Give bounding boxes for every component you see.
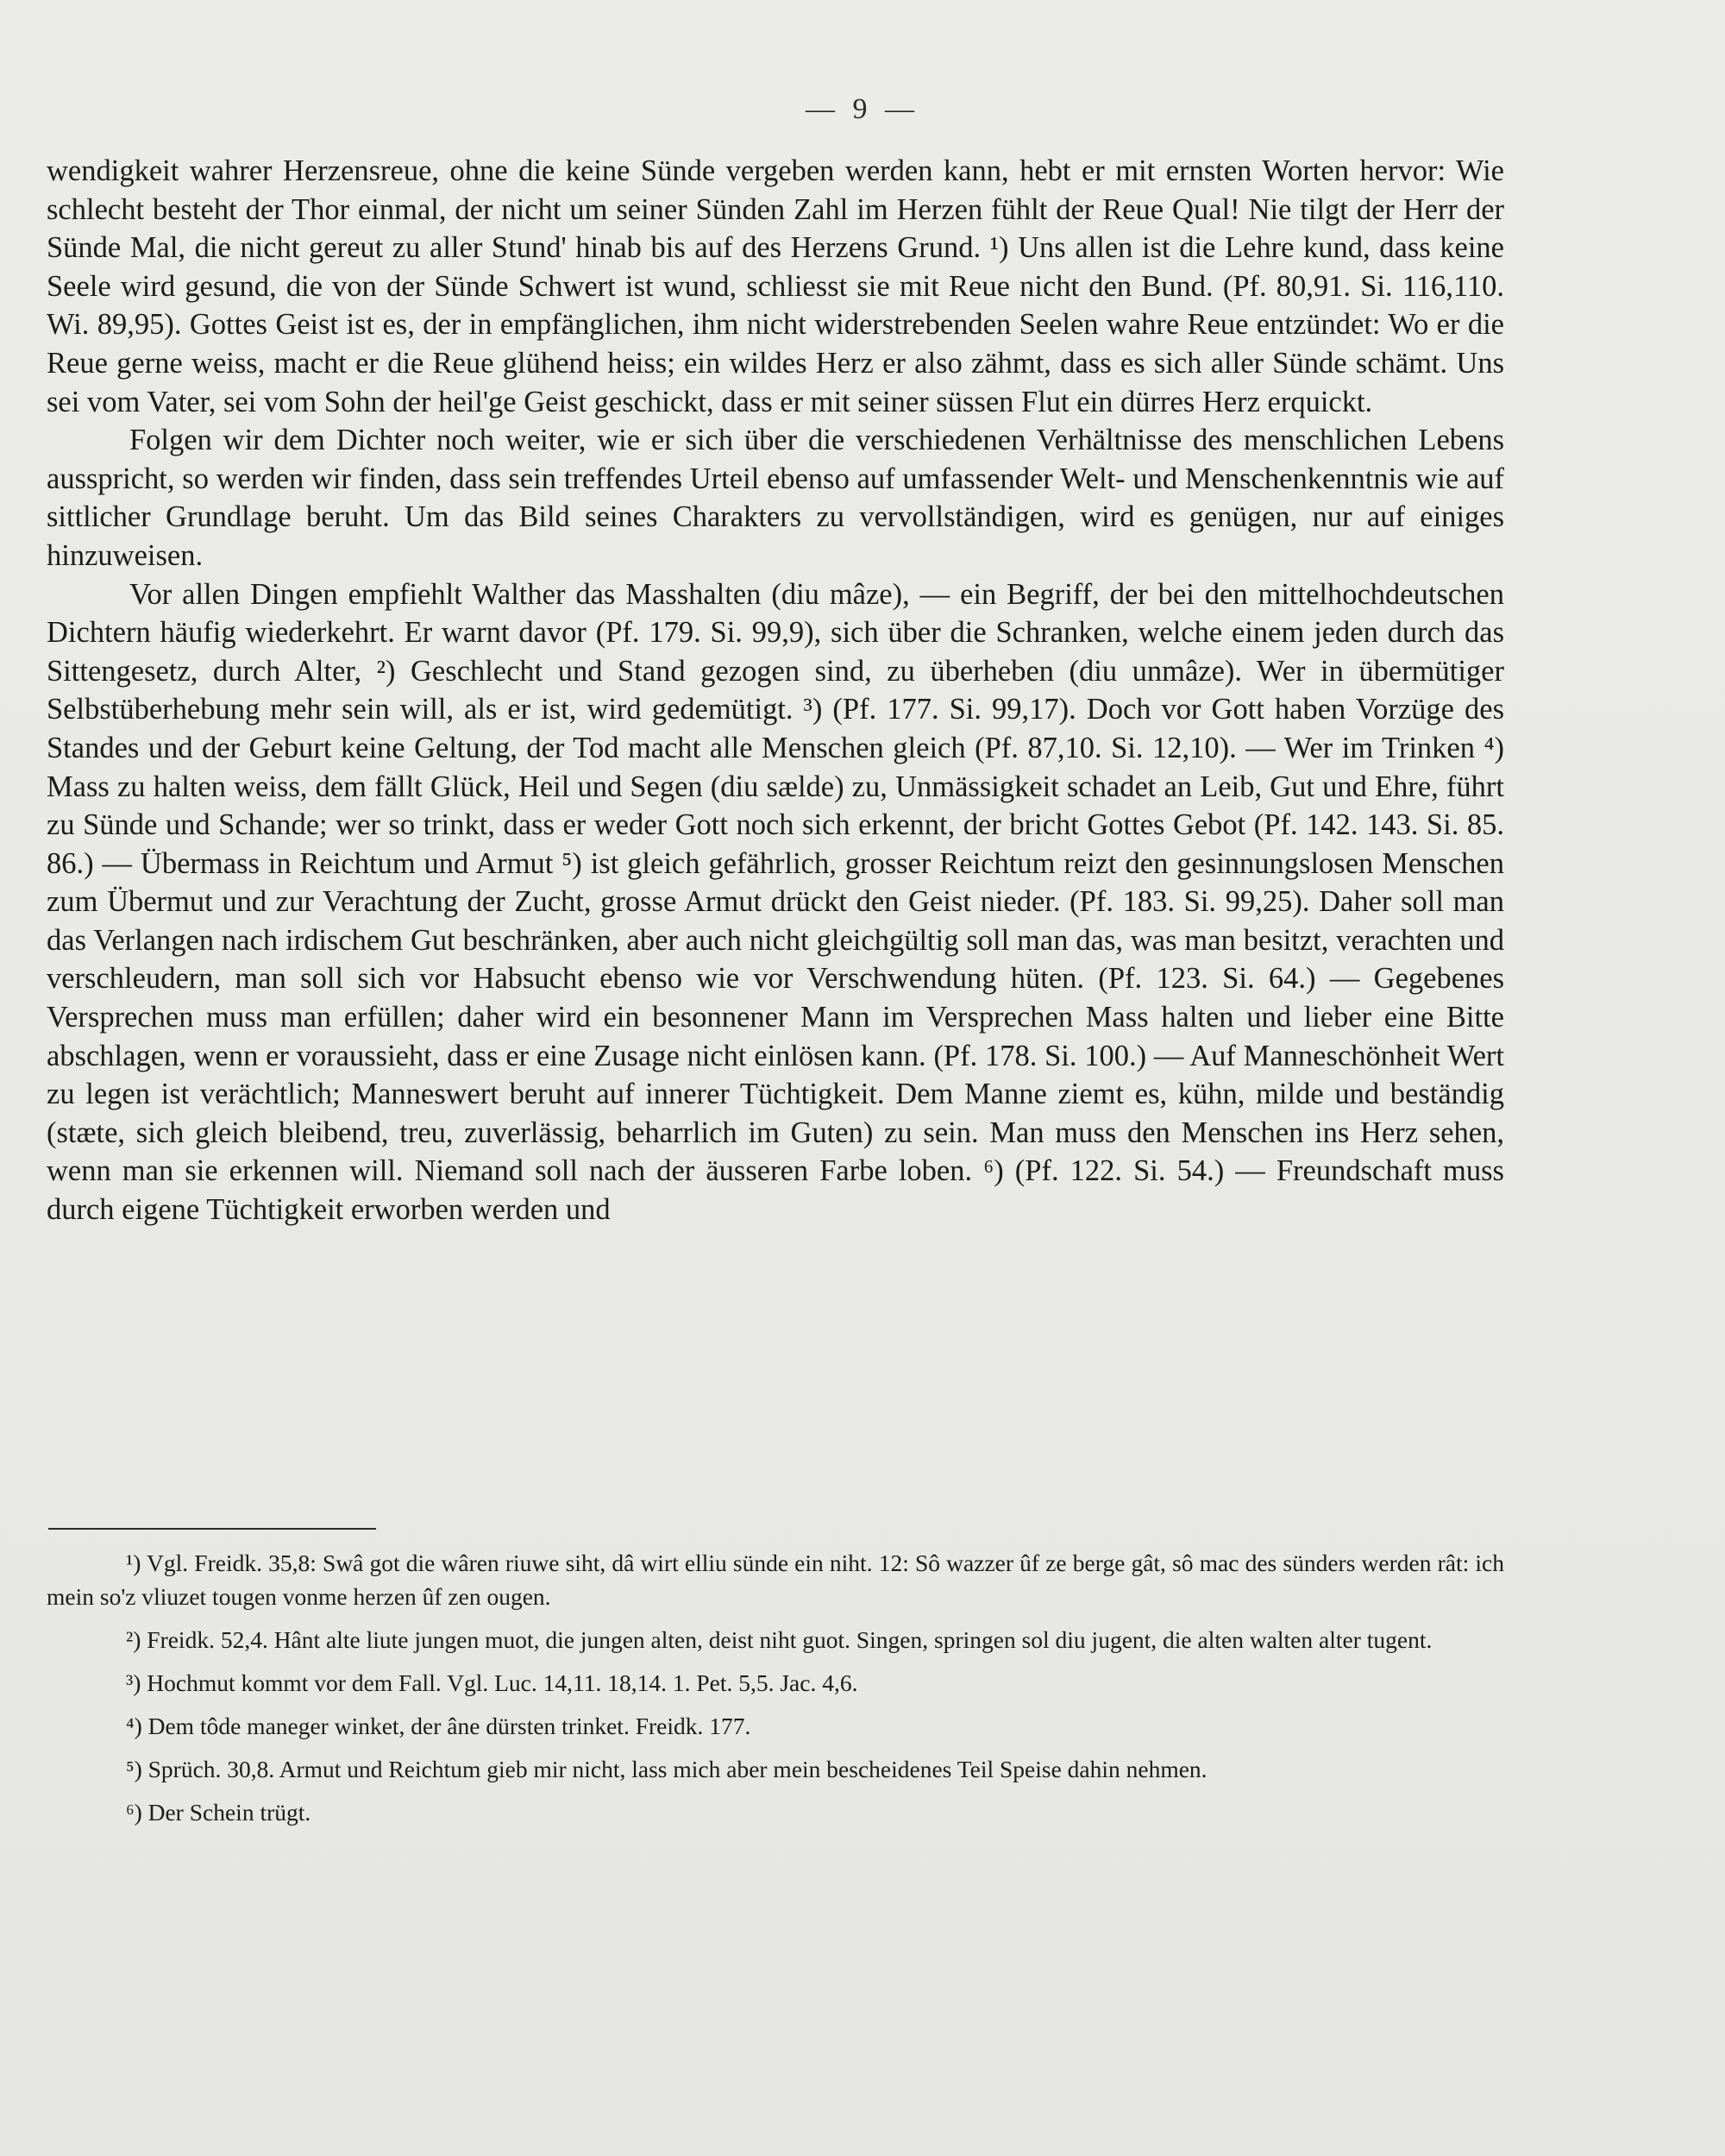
footnote: ⁴) Dem tôde maneger winket, der âne dürsten trinket. Freidk. 177. <box>126 1713 751 1739</box>
footnote: ⁵) Sprüch. 30,8. Armut und Reichtum gieb mir nicht, lass mich aber mein bescheidenes Teil Speise dahin nehmen. <box>126 1756 1208 1782</box>
footnote-separator <box>48 1528 376 1530</box>
main-text <box>47 152 1504 1229</box>
paragraph: Vor allen Dingen empfiehlt Walther das Masshalten (diu mâze), — ein Begriff, der bei den mittelhochdeutschen Dichtern häufig wiederkehrt. Er warnt davor (Pf. 179. Si. 99,9), sich über die Schranken, welche einem jeden durch das Sittengesetz, durch Alter, ²) Geschlecht und Stand gezogen sind, zu überheben (diu unmâze). Wer in übermütiger Selbstüberhebung mehr sein will, als er ist, wird gedemütigt. ³) (Pf. 177. Si. 99,17). Doch vor Gott haben Vorzüge des Standes und der Geburt keine Geltung, der Tod macht alle Menschen gleich (Pf. 87,10. Si. 12,10). — Wer im Trinken ⁴) Mass zu halten weiss, dem fällt Glück, Heil und Segen (diu sælde) zu, Unmässigkeit schadet an Leib, Gut und Ehre, führt zu Sünde und Schande; wer so trinkt, dass er weder Gott noch sich erkennt, der bricht Gottes Gebot (Pf. 142. 143. Si. 85. 86.) — Übermass in Reichtum und Armut ⁵) ist gleich gefährlich, grosser Reichtum reizt den gesinnungslosen Menschen zum Übermut und zur Verachtung der Zucht, grosse Armut drückt den Geist nieder. (Pf. 183. Si. 99,25). Daher soll man das Verlangen nach irdischem Gut beschränken, aber auch nicht gleichgültig soll man das, was man besitzt, verachten und verschleudern, man soll sich vor Habsucht ebenso wie vor Verschwendung hüten. (Pf. 123. Si. 64.) — Gegebenes Versprechen muss man erfüllen; daher wird ein besonnener Mann im Versprechen Mass halten und lieber eine Bitte abschlagen, wenn er voraussieht, dass er eine Zusage nicht einlösen kann. (Pf. 178. Si. 100.) — Auf Manneschönheit Wert zu legen ist verächtlich; Manneswert beruht auf innerer Tüchtigkeit. Dem Manne ziemt es, kühn, milde und beständig (stæte, sich gleich bleibend, treu, zuverlässig, beharrlich im Guten) zu sein. Man muss den Menschen ins Herz sehen, wenn man sie erkennen will. Niemand soll nach der äusseren Farbe loben. ⁶) (Pf. 122. Si. 54.) — Freundschaft muss durch eigene Tüchtigkeit erworben werden und <box>47 577 1504 1227</box>
footnotes <box>47 1546 1504 1839</box>
footnote: ³) Hochmut kommt vor dem Fall. Vgl. Luc. 14,11. 18,14. 1. Pet. 5,5. Jac. 4,6. <box>126 1669 858 1696</box>
paragraph: Folgen wir dem Dichter noch weiter, wie er sich über die verschiedenen Verhältnisse des menschlichen Lebens ausspricht, so werden wir finden, dass sein treffendes Urteil ebenso auf umfassender Welt- und Menschenkenntnis wie auf sittlicher Grundlage beruht. Um das Bild seines Charakters zu vervollständigen, wird es genügen, nur auf einiges hinzuweisen. <box>47 424 1504 572</box>
footnote: ¹) Vgl. Freidk. 35,8: Swâ got die wâren riuwe siht, dâ wirt elliu sünde ein niht. 12: Sô wazzer ûf ze berge gât, sô mac des sünders werden rât: ich mein so'z vliuzet tougen vonme herzen ûf zen ougen. <box>47 1549 1504 1610</box>
footnote: ⁶) Der Schein trügt. <box>126 1799 311 1826</box>
page-number: — 9 — <box>806 93 919 125</box>
footnote: ²) Freidk. 52,4. Hânt alte liute jungen muot, die jungen alten, deist niht guot. Singen, springen sol diu jugent, die alten walten alter tugent. <box>126 1626 1433 1653</box>
paragraph: wendigkeit wahrer Herzensreue, ohne die keine Sünde vergeben werden kann, hebt er mit ernsten Worten hervor: Wie schlecht besteht der Thor einmal, der nicht um seiner Sünden Zahl im Herzen fühlt der Reue Qual! Nie tilgt der Herr der Sünde Mal, die nicht gereut zu aller Stund' hinab bis auf des Herzens Grund. ¹) Uns allen ist die Lehre kund, dass keine Seele wird gesund, die von der Sünde Schwert ist wund, schliesst sie mit Reue nicht den Bund. (Pf. 80,91. Si. 116,110. Wi. 89,95). Gottes Geist ist es, der in empfänglichen, ihm nicht widerstrebenden Seelen wahre Reue entzündet: Wo er die Reue gerne weiss, macht er die Reue glühend heiss; ein wildes Herz er also zähmt, dass es sich aller Sünde schämt. Uns sei vom Vater, sei vom Sohn der heil'ge Geist geschickt, dass er mit seiner süssen Flut ein dürres Herz erquickt. <box>47 154 1504 418</box>
